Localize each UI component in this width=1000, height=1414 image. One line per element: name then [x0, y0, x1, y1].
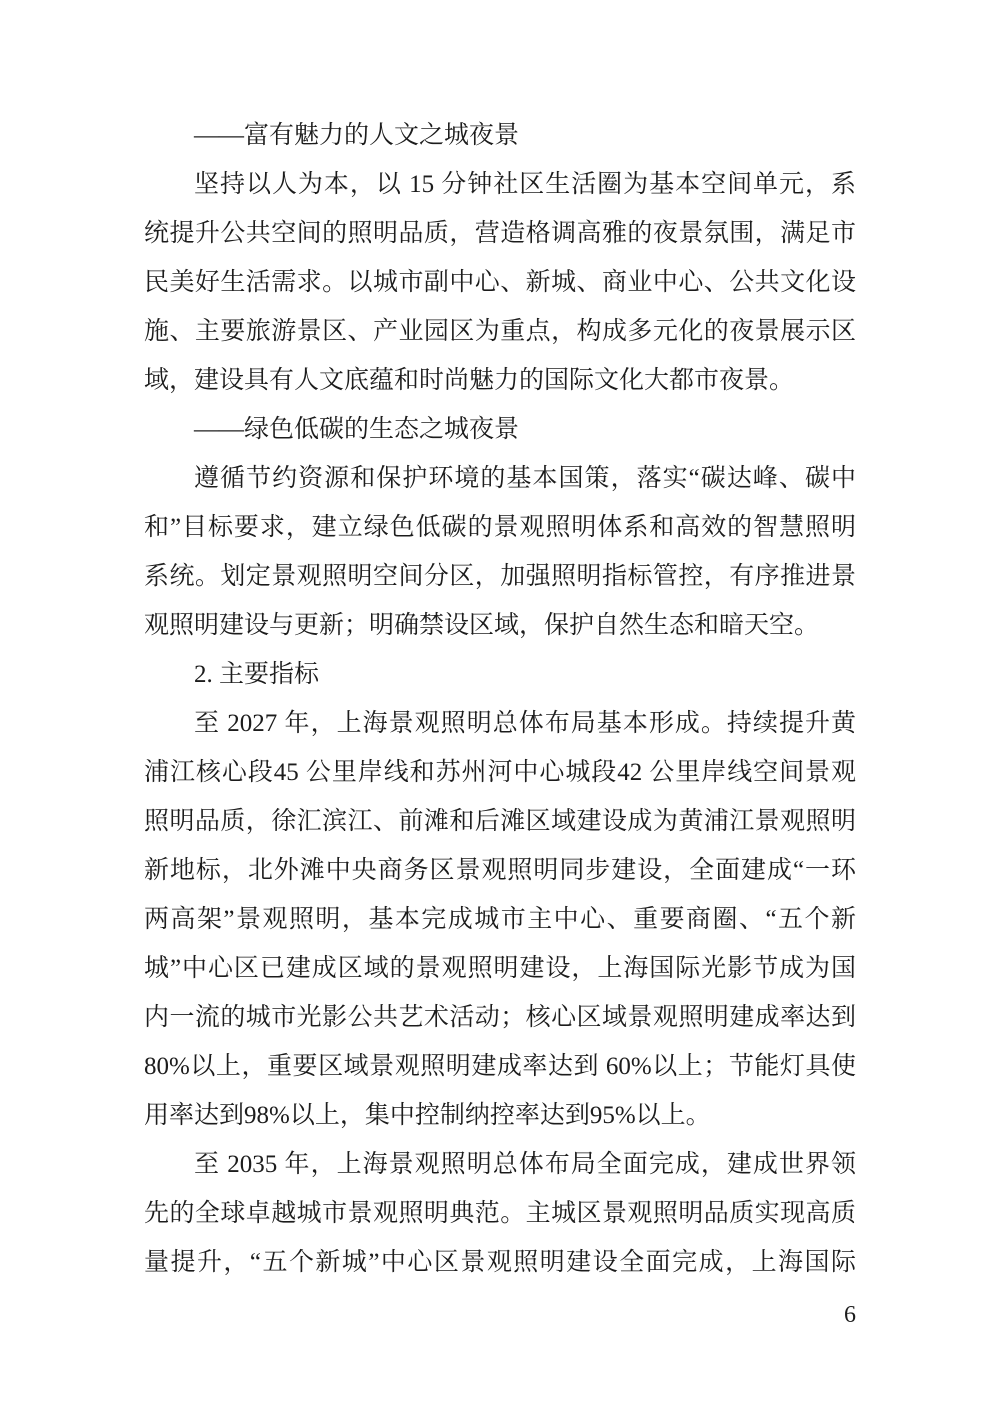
text-line: 统提升公共空间的照明品质，营造格调高雅的夜景氛围，满足市 — [144, 220, 856, 247]
text-line: 浦江核心段45 公里岸线和苏州河中心城段42 公里岸线空间景观 — [144, 759, 856, 786]
text-line: 至 2035 年，上海景观照明总体布局全面完成，建成世界领 — [194, 1151, 856, 1178]
text-line: ——富有魅力的人文之城夜景 — [194, 122, 520, 149]
text-line: 城”中心区已建成区域的景观照明建设，上海国际光影节成为国 — [144, 955, 856, 982]
text-line: ——绿色低碳的生态之城夜景 — [194, 416, 520, 443]
text-line: 坚持以人为本，以 15 分钟社区生活圈为基本空间单元，系 — [194, 171, 856, 198]
text-line: 内一流的城市光影公共艺术活动；核心区域景观照明建成率达到 — [144, 1004, 856, 1031]
text-line: 量提升，“五个新城”中心区景观照明建设全面完成，上海国际 — [144, 1249, 856, 1276]
text-line: 遵循节约资源和保护环境的基本国策，落实“碳达峰、碳中 — [194, 465, 856, 492]
text-line: 照明品质，徐汇滨江、前滩和后滩区域建设成为黄浦江景观照明 — [144, 808, 856, 835]
text-line: 观照明建设与更新；明确禁设区域，保护自然生态和暗天空。 — [144, 612, 820, 639]
section-heading: 2. 主要指标 — [194, 661, 320, 688]
text-line: 至 2027 年，上海景观照明总体布局基本形成。持续提升黄 — [194, 710, 856, 737]
text-line: 和”目标要求，建立绿色低碳的景观照明体系和高效的智慧照明 — [144, 514, 856, 541]
text-line: 80%以上，重要区域景观照明建成率达到 60%以上；节能灯具使 — [144, 1053, 856, 1080]
text-line: 系统。划定景观照明空间分区，加强照明指标管控，有序推进景 — [144, 563, 856, 590]
text-line: 施、主要旅游景区、产业园区为重点，构成多元化的夜景展示区 — [144, 318, 856, 345]
text-line: 先的全球卓越城市景观照明典范。主城区景观照明品质实现高质 — [144, 1200, 856, 1227]
text-line: 域，建设具有人文底蕴和时尚魅力的国际文化大都市夜景。 — [144, 367, 795, 394]
text-line: 民美好生活需求。以城市副中心、新城、商业中心、公共文化设 — [144, 269, 856, 296]
body-text — [144, 111, 856, 1287]
text-line: 两高架”景观照明，基本完成城市主中心、重要商圈、“五个新 — [144, 906, 856, 933]
text-line: 用率达到98%以上，集中控制纳控率达到95%以上。 — [144, 1102, 711, 1129]
text-line: 新地标，北外滩中央商务区景观照明同步建设，全面建成“一环 — [144, 857, 856, 884]
page-number: 6 — [844, 1302, 856, 1328]
